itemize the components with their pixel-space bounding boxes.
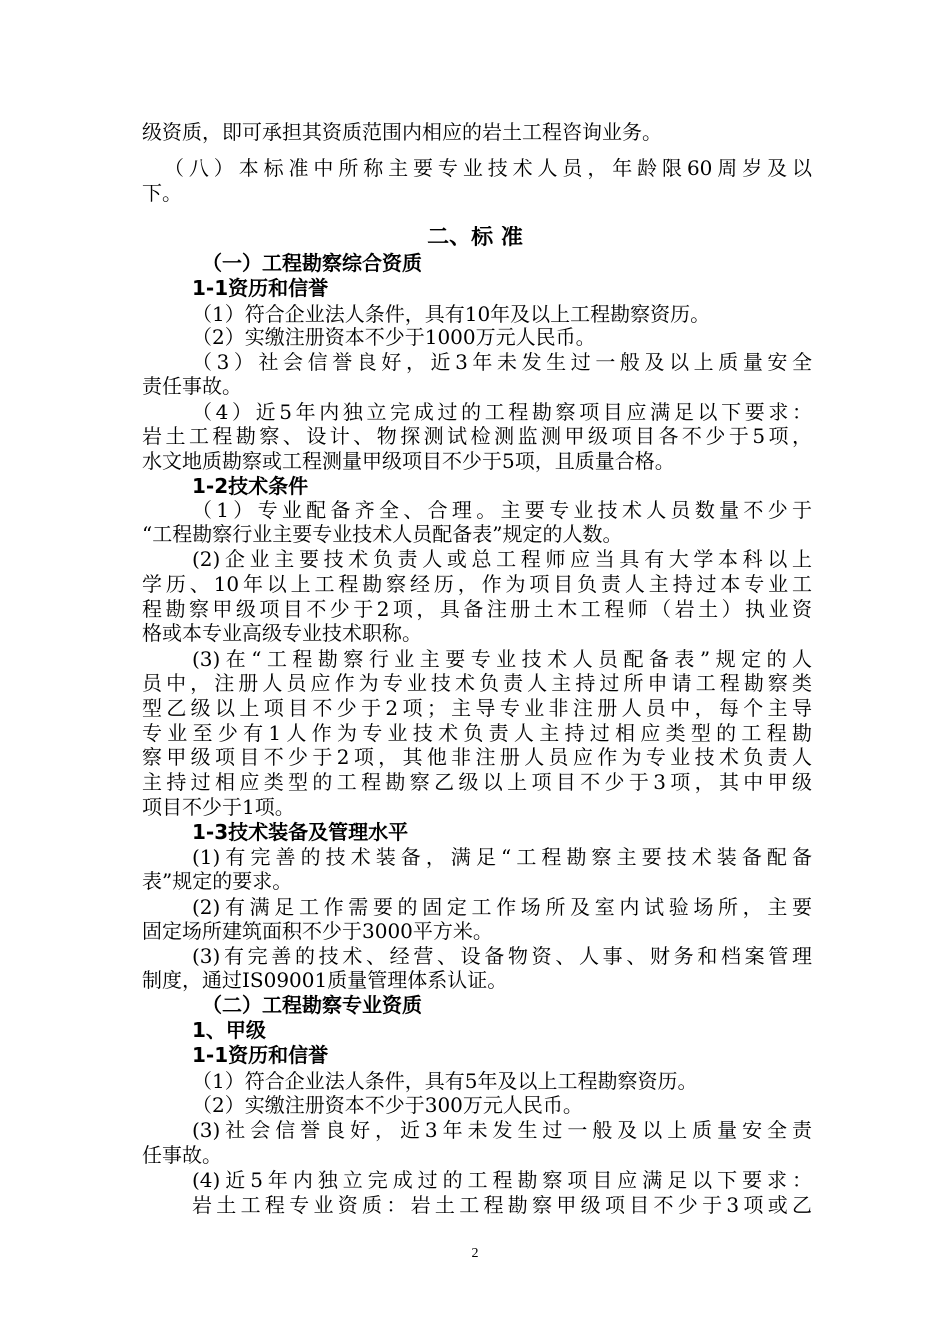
text-line: 岩土工程专业资质：岩土工程勘察甲级项目不少于3项或乙 [192, 1193, 812, 1217]
text-line: （2）实缴注册资本不少于1000万元人民币。 [192, 325, 596, 349]
text-line: 固定场所建筑面积不少于3000平方米。 [142, 919, 493, 943]
heading-line: 1-3技术装备及管理水平 [192, 820, 409, 844]
text-line: (3)社会信誉良好，近3年未发生过一般及以上质量安全责 [192, 1118, 812, 1142]
text-line: （2）实缴注册资本不少于300万元人民币。 [192, 1093, 583, 1117]
text-line: (4)近5年内独立完成过的工程勘察项目应满足以下要求： [192, 1168, 812, 1192]
text-line: 水文地质勘察或工程测量甲级项目不少于5项，且质量合格。 [142, 449, 675, 473]
text-line: (3)在“工程勘察行业主要专业技术人员配备表”规定的人 [192, 647, 812, 671]
text-line: (3)有完善的技术、经营、设备物资、人事、财务和档案管理 [192, 944, 812, 968]
text-line: （八）本标准中所称主要专业技术人员，年龄限60周岁及以 [164, 156, 812, 180]
text-line: 表”规定的要求。 [142, 869, 293, 893]
text-line: 程勘察甲级项目不少于2项，具备注册土木工程师（岩土）执业资 [142, 597, 812, 621]
text-line: （1）专业配备齐全、合理。主要专业技术人员数量不少于 [192, 498, 812, 522]
text-line: （3）社会信誉良好，近3年未发生过一般及以上质量安全 [192, 350, 812, 374]
text-line: 格或本专业高级专业技术职称。 [142, 621, 422, 645]
section-title: 二、标 准 [427, 226, 523, 250]
text-line: (2)有满足工作需要的固定工作场所及室内试验场所，主要 [192, 895, 812, 919]
text-line: 型乙级以上项目不少于2项；主导专业非注册人员中，每个主导 [142, 696, 812, 720]
text-line: 任事故。 [142, 1143, 222, 1167]
heading-line: 1-2技术条件 [192, 474, 309, 498]
text-line: （1）符合企业法人条件，具有10年及以上工程勘察资历。 [192, 302, 711, 326]
text-line: 学历、10年以上工程勘察经历，作为项目负责人主持过本专业工 [142, 572, 812, 596]
text-line: 主持过相应类型的工程勘察乙级以上项目不少于3项，其中甲级 [142, 770, 812, 794]
text-line: 察甲级项目不少于2项，其他非注册人员应作为专业技术负责人 [142, 745, 812, 769]
heading-line: 1、甲级 [192, 1018, 266, 1042]
text-line: （4）近5年内独立完成过的工程勘察项目应满足以下要求： [192, 400, 812, 424]
heading-line: （一）工程勘察综合资质 [202, 251, 422, 275]
text-line: 下。 [142, 181, 182, 205]
text-line: 专业至少有1人作为专业技术负责人主持过相应类型的工程勘 [142, 721, 812, 745]
text-line: 制度，通过IS09001质量管理体系认证。 [142, 968, 508, 992]
text-line: (1)有完善的技术装备，满足“工程勘察主要技术装备配备 [192, 845, 812, 869]
text-line: 岩土工程勘察、设计、物探测试检测监测甲级项目各不少于5项， [142, 424, 812, 448]
text-line: 员中，注册人员应作为专业技术负责人主持过所申请工程勘察类 [142, 671, 812, 695]
heading-line: （二）工程勘察专业资质 [202, 993, 422, 1017]
heading-line: 1-1资历和信誉 [192, 276, 329, 300]
text-line: (2)企业主要技术负责人或总工程师应当具有大学本科以上 [192, 547, 812, 571]
text-line: 责任事故。 [142, 374, 242, 398]
text-line: 级资质，即可承担其资质范围内相应的岩土工程咨询业务。 [142, 120, 662, 144]
page-number: 2 [471, 1246, 479, 1261]
text-line: “工程勘察行业主要专业技术人员配备表”规定的人数。 [142, 522, 623, 546]
heading-line: 1-1资历和信誉 [192, 1043, 329, 1067]
text-line: （1）符合企业法人条件，具有5年及以上工程勘察资历。 [192, 1069, 698, 1093]
text-line: 项目不少于1项。 [142, 795, 295, 819]
